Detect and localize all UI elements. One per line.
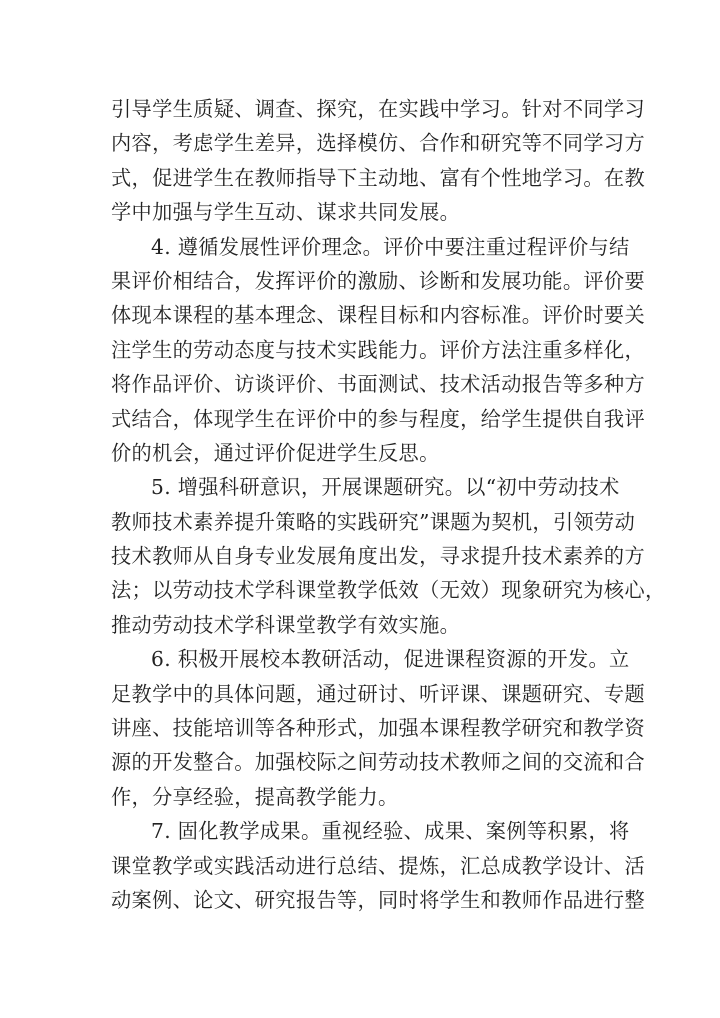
paragraph-7-first-line: 7. 固化教学成果。重视经验、成果、案例等积累，将 — [151, 819, 630, 844]
text-line: 作，分享经验，提高教学能力。 — [111, 784, 399, 809]
text-line: 推动劳动技术学科课堂教学有效实施。 — [111, 612, 461, 637]
text-line: 学中加强与学生互动、谋求共同发展。 — [111, 200, 461, 225]
paragraph-4-first-line: 4. 遵循发展性评价理念。评价中要注重过程评价与结 — [151, 234, 630, 259]
text-line: 讲座、技能培训等各种形式，加强本课程教学研究和教学资 — [111, 716, 645, 741]
text-line: 将作品评价、访谈评价、书面测试、技术活动报告等多种方 — [111, 372, 645, 397]
text-line: 教师技术素养提升策略的实践研究”课题为契机，引领劳动 — [111, 509, 636, 534]
text-line: 体现本课程的基本理念、课程目标和内容标准。评价时要关 — [111, 303, 645, 328]
text-line: 源的开发整合。加强校际之间劳动技术教师之间的交流和合 — [111, 750, 645, 775]
text-line: 引导学生质疑、调查、探究，在实践中学习。针对不同学习 — [111, 97, 645, 121]
text-line: 法；以劳动技术学科课堂教学低效（无效）现象研究为核心， — [111, 578, 666, 603]
paragraph-6-first-line: 6. 积极开展校本教研活动，促进课程资源的开发。立 — [151, 647, 630, 672]
text-line: 动案例、论文、研究报告等，同时将学生和教师作品进行整 — [111, 887, 645, 912]
text-line: 课堂教学或实践活动进行总结、提炼，汇总成教学设计、活 — [111, 853, 645, 878]
text-line: 式，促进学生在教师指导下主动地、富有个性地学习。在教 — [111, 165, 645, 190]
text-line: 足教学中的具体问题，通过研讨、听评课、课题研究、专题 — [111, 681, 645, 706]
body-text — [111, 92, 666, 917]
text-line: 式结合，体现学生在评价中的参与程度，给学生提供自我评 — [111, 406, 645, 431]
text-line: 果评价相结合，发挥评价的激励、诊断和发展功能。评价要 — [111, 268, 645, 293]
text-line: 内容，考虑学生差异，选择模仿、合作和研究等不同学习方 — [111, 131, 645, 156]
paragraph-5-first-line: 5. 增强科研意识，开展课题研究。以“初中劳动技术 — [151, 475, 620, 500]
text-line: 注学生的劳动态度与技术实践能力。评价方法注重多样化， — [111, 337, 645, 362]
text-line: 价的机会，通过评价促进学生反思。 — [111, 440, 440, 465]
text-line: 技术教师从自身专业发展角度出发，寻求提升技术素养的方 — [111, 544, 645, 569]
